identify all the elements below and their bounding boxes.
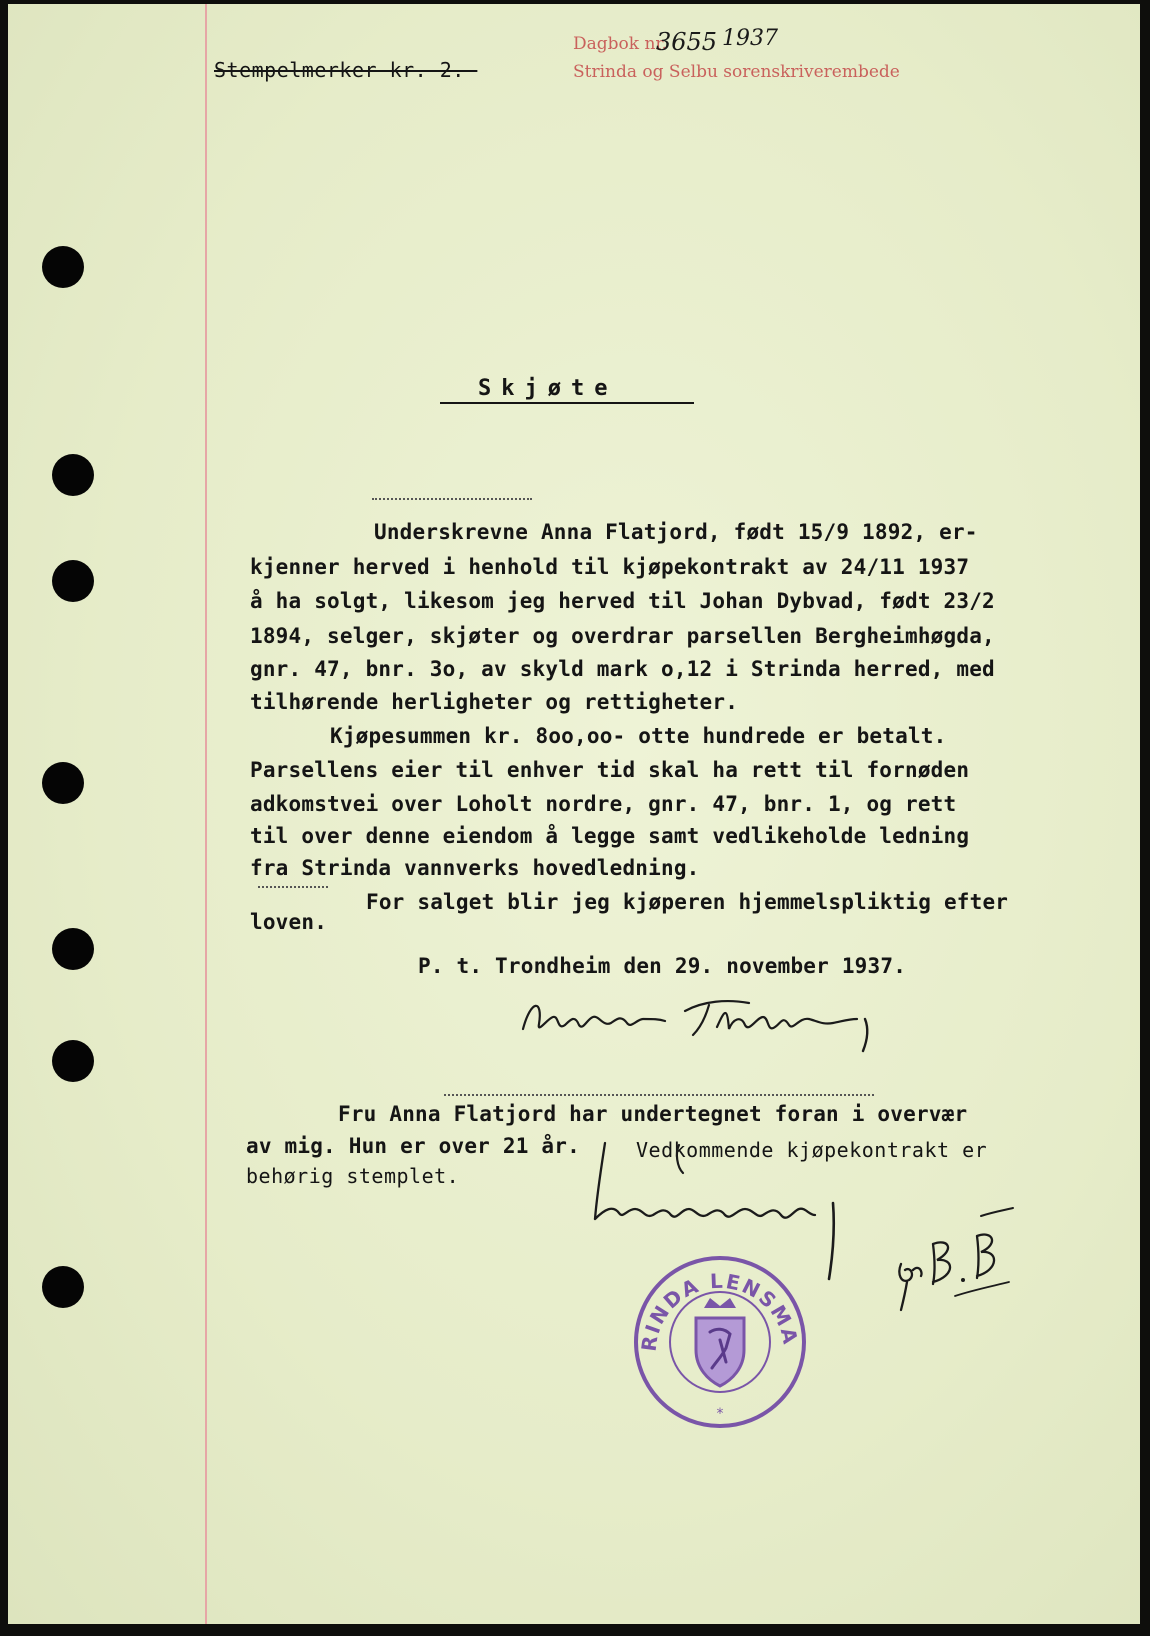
witness-line: Fru Anna Flatjord har undertegnet foran i overvær xyxy=(338,1102,968,1126)
margin-line xyxy=(205,4,207,1624)
punch-hole xyxy=(52,1040,94,1082)
stamp-duty-note: Stempelmerker kr. 2.- xyxy=(214,58,478,82)
document-page xyxy=(8,4,1140,1624)
svg-text:STRINDA LENSMAND: STRINDA LENSMAND xyxy=(620,1233,803,1353)
body-line: Parsellens eier til enhver tid skal ha rett til fornøden xyxy=(250,758,970,782)
punch-hole xyxy=(42,1266,84,1308)
svg-text:*: * xyxy=(716,1406,724,1422)
witness-line: av mig. Hun er over 21 år. xyxy=(246,1134,580,1158)
body-line: til over denne eiendom å legge samt vedlikeholde ledning xyxy=(250,824,970,848)
body-line: fra Strinda vannverks hovedledning. xyxy=(250,856,700,880)
dotted-line xyxy=(444,1094,874,1096)
document-title: Skjøte xyxy=(478,376,618,401)
body-line: 1894, selger, skjøter og overdrar parsellen Bergheimhøgda, xyxy=(250,624,995,648)
seller-signature xyxy=(513,989,903,1059)
witness-line: Vedkommende kjøpekontrakt er xyxy=(636,1138,988,1162)
punch-hole xyxy=(52,928,94,970)
body-line: loven. xyxy=(250,910,328,934)
punch-hole xyxy=(52,454,94,496)
dagbok-year: 1937 xyxy=(722,26,778,51)
punch-hole xyxy=(52,560,94,602)
body-line: gnr. 47, bnr. 3o, av skyld mark o,12 i Strinda herred, med xyxy=(250,657,995,681)
body-line: tilhørende herligheter og rettigheter. xyxy=(250,690,739,714)
body-line: Underskrevne Anna Flatjord, født 15/9 1892, er- xyxy=(374,520,978,544)
witness-line: behørig stemplet. xyxy=(246,1164,460,1188)
dotted-line xyxy=(258,886,328,888)
place-date: P. t. Trondheim den 29. november 1937. xyxy=(418,954,907,978)
lensmand-seal xyxy=(620,1233,810,1432)
body-line: å ha solgt, likesom jeg herved til Johan Dybvad, født 23/2 xyxy=(250,589,995,613)
body-line: For salget blir jeg kjøperen hjemmelspliktig efter xyxy=(366,890,1009,914)
initials-mark xyxy=(893,1204,1043,1314)
dagbok-number: 3655 xyxy=(656,28,718,56)
body-line: adkomstvei over Loholt nordre, gnr. 47, bnr. 1, og rett xyxy=(250,792,957,816)
body-line: Kjøpesummen kr. 8oo,oo- otte hundrede er betalt. xyxy=(330,724,947,748)
punch-hole xyxy=(42,762,84,804)
dagbok-label: Dagbok nr. xyxy=(573,34,668,54)
office-name: Strinda og Selbu sorenskriverembede xyxy=(573,62,900,82)
title-underline xyxy=(440,402,694,404)
body-line: kjenner herved i henhold til kjøpekontrakt av 24/11 1937 xyxy=(250,555,970,579)
dotted-line xyxy=(372,498,532,500)
punch-hole xyxy=(42,246,84,288)
